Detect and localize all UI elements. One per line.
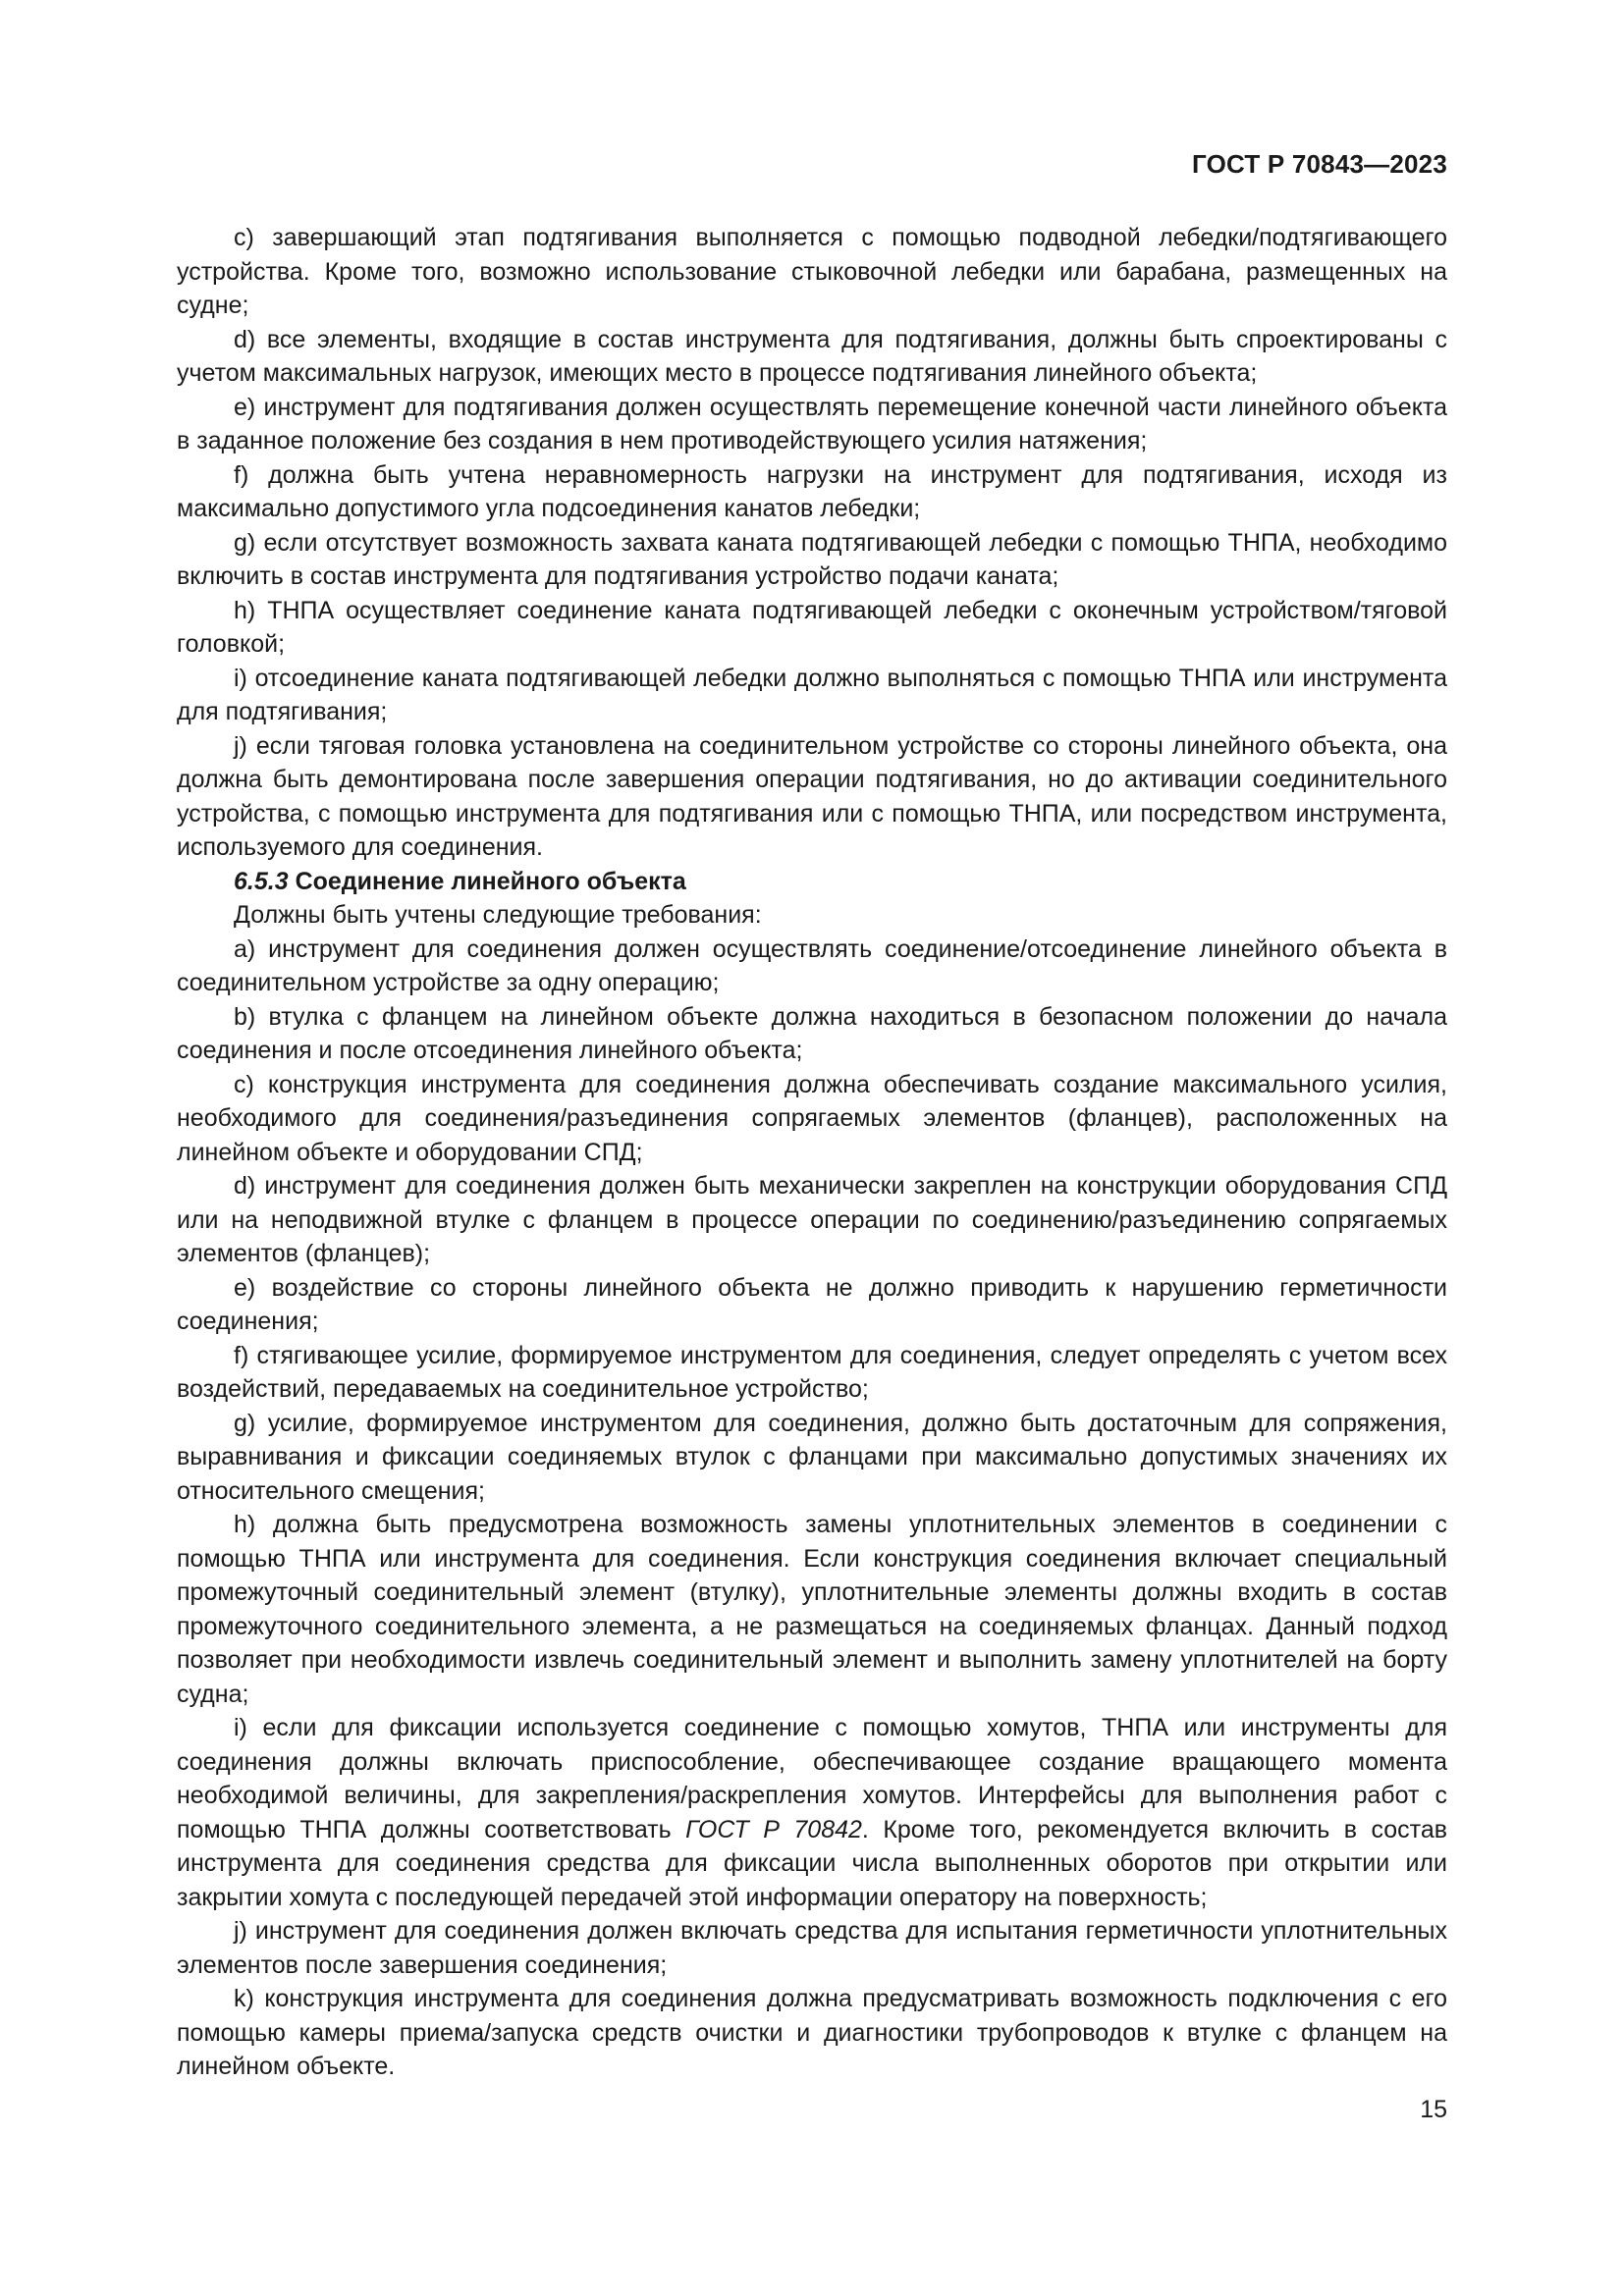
paragraph-i: i) отсоединение каната подтягивающей лебедки должно выполняться с помощью ТНПА или инструмента для подтягивания; xyxy=(177,664,1447,725)
paragraph-f: f) должна быть учтена неравномерность нагрузки на инструмент для подтягивания, исходя из максимально допустимого угла подсоединения канатов лебедки; xyxy=(177,460,1447,522)
section-number: 6.5.3 xyxy=(234,867,289,895)
section-heading xyxy=(177,865,1447,899)
item-g: g) усилие, формируемое инструментом для соединения, должно быть достаточным для сопряжения, выравнивания и фиксации соединяемых втулок с фланцами при максимально допустимых значениях их относительного смещения; xyxy=(177,1409,1447,1505)
paragraph-e: e) инструмент для подтягивания должен осуществлять перемещение конечной части линейного объекта в заданное положение без создания в нем противодействующего усилия натяжения; xyxy=(177,393,1447,454)
paragraph-h: h) ТНПА осуществляет соединение каната подтягивающей лебедки с оконечным устройством/тяговой головкой; xyxy=(177,596,1447,658)
item-i xyxy=(177,1711,1447,1914)
page-number: 15 xyxy=(1420,2096,1447,2123)
section-title: Соединение линейного объекта xyxy=(295,867,686,895)
item-c: c) конструкция инструмента для соединения должна обеспечивать создание максимального усилия, необходимого для соединения/разъединения сопрягаемых элементов (фланцев), расположенных на линейном объекте и оборудовании СПД; xyxy=(177,1070,1447,1166)
standard-reference: ГОСТ Р 70842 xyxy=(685,1815,862,1843)
item-j: j) инструмент для соединения должен включать средства для испытания герметичности уплотнительных элементов после завершения соединения; xyxy=(177,1917,1447,1979)
paragraph-c: c) завершающий этап подтягивания выполняется с помощью подводной лебедки/подтягивающего устройства. Кроме того, возможно использование стыковочной лебедки или барабана, размещенных на судне; xyxy=(177,224,1447,319)
paragraph-g: g) если отсутствует возможность захвата каната подтягивающей лебедки с помощью ТНПА, необходимо включить в состав инструмента для подтягивания устройство подачи каната; xyxy=(177,528,1447,590)
item-k: k) конструкция инструмента для соединения должна предусматривать возможность подключения с его помощью камеры приема/запуска средств очистки и диагностики трубопроводов к втулке с фланцем на линейном объекте. xyxy=(177,1985,1447,2080)
item-i-text-end: . Кроме того, рекомендуется включить в состав инструмента для соединения средства для фиксации числа выполненных оборотов при открытии или закрытии хомута с последующей передачей этой информации оператору на поверхность; xyxy=(177,1815,1448,1911)
item-h: h) должна быть предусмотрена возможность замены уплотнительных элементов в соединении с помощью ТНПА или инструмента для соединения. Если конструкция соединения включает специальный промежуточный соединительный элемент (втулку), уплотнительные элементы должны входить в состав промежуточного соединительного элемента, а не размещаться на соединяемых фланцах. Данный подход позволяет при необходимости извлечь соединительный элемент и выполнить замену уплотнителей на борту судна; xyxy=(177,1511,1447,1708)
item-i-text-start: i) если для фиксации используется соединение с помощью хомутов, ТНПА или инструменты для соединения должны включать приспособление, обеспечивающее создание вращающего момента необходимой величины, для закрепления/раскрепления хомутов. Интерфейсы для выполнения работ с помощью ТНПА должны соответствовать xyxy=(177,1714,1447,1843)
document-header: ГОСТ Р 70843—2023 xyxy=(1192,149,1447,179)
paragraph-d: d) все элементы, входящие в состав инструмента для подтягивания, должны быть спроектированы с учетом максимальных нагрузок, имеющих место в процессе подтягивания линейного объекта; xyxy=(177,325,1447,387)
item-e: e) воздействие со стороны линейного объекта не должно приводить к нарушению герметичности соединения; xyxy=(177,1273,1447,1335)
item-f: f) стягивающее усилие, формируемое инструментом для соединения, следует определять с учетом всех воздействий, передаваемых на соединительное устройство; xyxy=(177,1341,1447,1403)
document-body xyxy=(177,221,1447,2084)
item-b: b) втулка с фланцем на линейном объекте должна находиться в безопасном положении до начала соединения и после отсоединения линейного объекта; xyxy=(177,1002,1447,1064)
section-intro: Должны быть учтены следующие требования: xyxy=(234,901,762,929)
item-d: d) инструмент для соединения должен быть механически закреплен на конструкции оборудования СПД или на неподвижной втулке с фланцем в процессе операции по соединению/разъединению сопрягаемых элементов (фланцев); xyxy=(177,1172,1447,1267)
item-a: a) инструмент для соединения должен осуществлять соединение/отсоединение линейного объекта в соединительном устройстве за одну операцию; xyxy=(177,934,1447,996)
paragraph-j: j) если тяговая головка установлена на соединительном устройстве со стороны линейного объекта, она должна быть демонтирована после завершения операции подтягивания, но до активации соединительного устройства, с помощью инструмента для подтягивания или с помощью ТНПА, или посредством инструмента, используемого для соединения. xyxy=(177,731,1447,861)
